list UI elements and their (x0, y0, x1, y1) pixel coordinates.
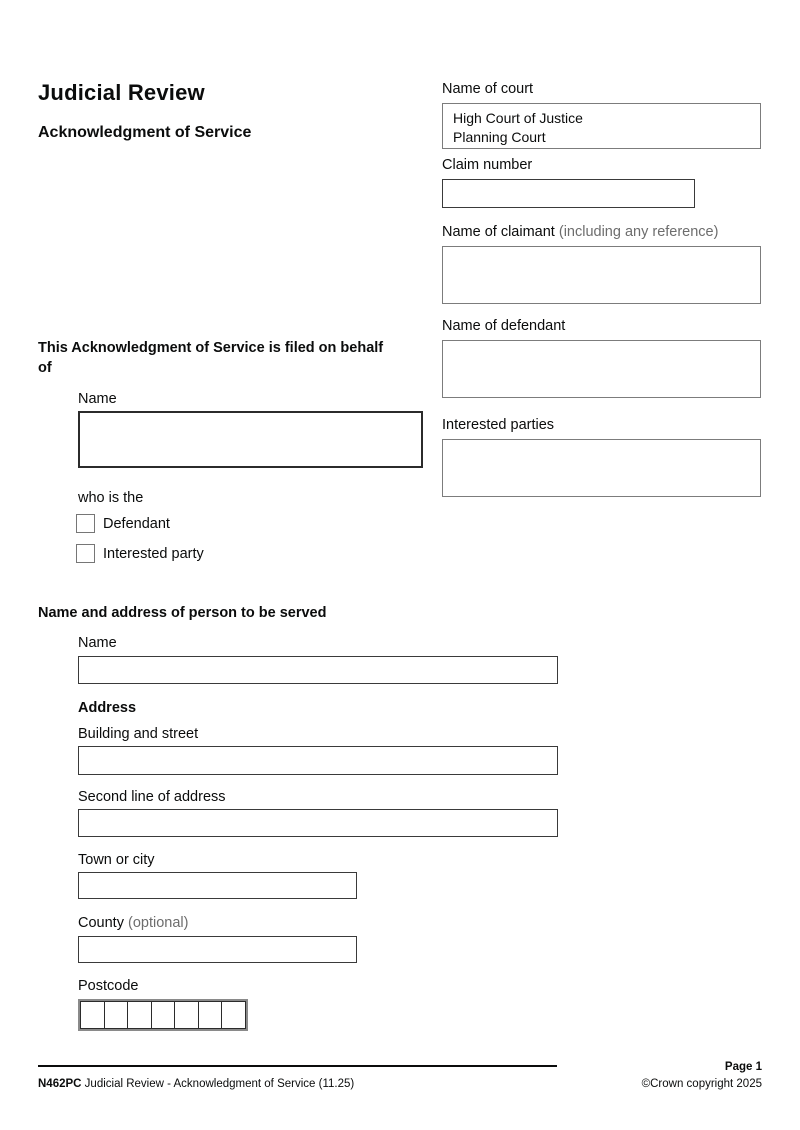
served-name-input[interactable] (78, 656, 558, 684)
postcode-cell[interactable] (174, 1001, 199, 1029)
address-heading: Address (78, 700, 137, 716)
second-line-input[interactable] (78, 809, 558, 837)
page-title: Judicial Review (38, 80, 205, 105)
name-of-court-field[interactable] (442, 103, 761, 149)
person-to-be-served-heading: Name and address of person to be served (38, 605, 327, 621)
postcode-cell[interactable] (80, 1001, 105, 1029)
postcode-field[interactable] (78, 999, 248, 1031)
filed-on-behalf-heading: This Acknowledgment of Service is filed on behalf of (38, 340, 384, 376)
copyright-notice: ©Crown copyright 2025 (641, 1078, 762, 1090)
page-subtitle: Acknowledgment of Service (38, 124, 252, 141)
name-of-court-value-line2: Planning Court (453, 129, 546, 145)
defendant-checkbox[interactable] (76, 514, 95, 533)
interested-party-checkbox[interactable] (76, 544, 95, 563)
county-label-hint: (optional) (127, 915, 189, 931)
who-is-the-label: who is the (78, 490, 144, 506)
filed-name-label: Name (78, 391, 117, 407)
claim-number-input[interactable] (442, 179, 695, 208)
postcode-label: Postcode (78, 978, 139, 994)
footer-form-reference (38, 1078, 354, 1090)
name-of-court-label: Name of court (442, 81, 534, 97)
name-of-claimant-label-hint: (including any reference) (558, 224, 719, 240)
building-street-input[interactable] (78, 746, 558, 775)
footer-form-code: N462PC (38, 1078, 82, 1090)
town-city-label: Town or city (78, 852, 155, 868)
second-line-label: Second line of address (78, 789, 226, 805)
interested-parties-field[interactable] (442, 439, 761, 497)
postcode-cell[interactable] (198, 1001, 223, 1029)
interested-parties-label: Interested parties (442, 417, 555, 433)
building-street-label: Building and street (78, 726, 199, 742)
footer-divider (38, 1065, 557, 1067)
postcode-cell[interactable] (151, 1001, 176, 1029)
page-number: Page 1 (724, 1061, 762, 1073)
county-input[interactable] (78, 936, 357, 963)
town-city-input[interactable] (78, 872, 357, 899)
name-of-claimant-label-text: Name of claimant (442, 224, 555, 240)
name-of-claimant-label (442, 224, 718, 240)
county-label-text: County (78, 915, 124, 931)
footer-form-title: Judicial Review - Acknowledgment of Service (11.25) (84, 1078, 355, 1090)
name-of-defendant-field[interactable] (442, 340, 761, 398)
postcode-cell[interactable] (104, 1001, 129, 1029)
postcode-cell[interactable] (127, 1001, 152, 1029)
name-of-defendant-label: Name of defendant (442, 318, 566, 334)
defendant-checkbox-label: Defendant (103, 516, 170, 532)
claim-number-label: Claim number (442, 157, 533, 173)
served-name-label: Name (78, 635, 117, 651)
county-label (78, 915, 188, 931)
interested-party-checkbox-label: Interested party (103, 546, 204, 562)
postcode-cell[interactable] (221, 1001, 246, 1029)
filed-name-field[interactable] (78, 411, 423, 468)
name-of-claimant-field[interactable] (442, 246, 761, 304)
name-of-court-value-line1: High Court of Justice (453, 110, 583, 126)
